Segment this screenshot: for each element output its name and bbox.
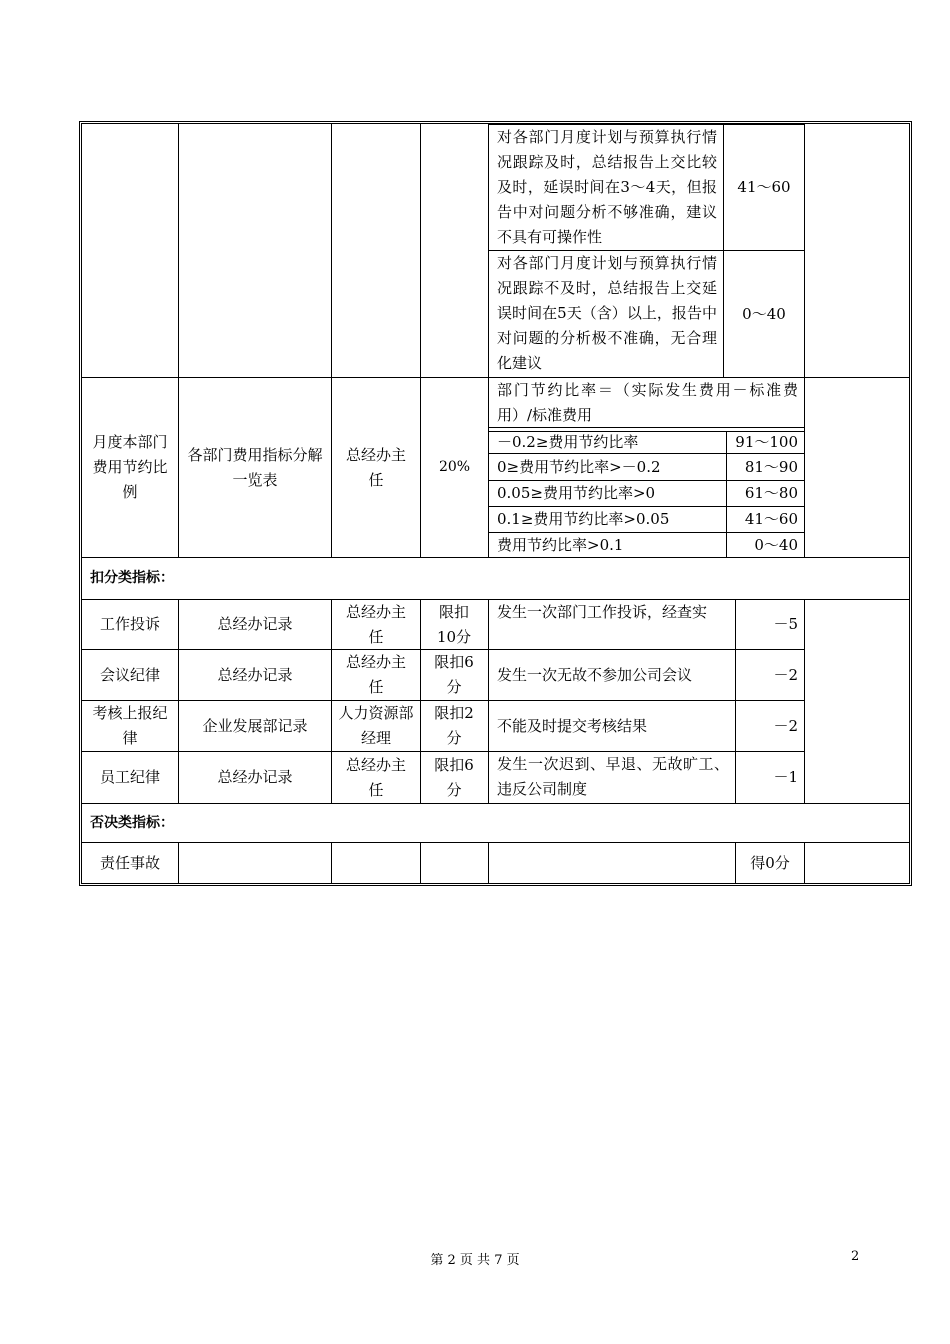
- indicator-assessor: 总经办主任: [345, 445, 406, 489]
- deduction-score: －5: [773, 615, 798, 633]
- deduction-assessor: 总经办主任: [345, 602, 406, 646]
- deduction-desc: 不能及时提交考核结果: [497, 716, 648, 735]
- veto-name: 责任事故: [99, 853, 160, 872]
- deduction-source: 总经办记录: [217, 665, 293, 684]
- deduction-desc: 发生一次迟到、早退、无故旷工、违反公司制度: [497, 755, 729, 798]
- criterion-desc: 费用节约比率>0.1: [497, 535, 624, 554]
- deduction-limit: 限扣6分: [434, 653, 474, 696]
- criterion-desc: －0.2≥费用节约比率: [497, 433, 639, 451]
- criterion-desc: 对各部门月度计划与预算执行情况跟踪不及时，总结报告上交延误时间在5天（含）以上，报告中对问题的分析极不准确，无合理化建议: [497, 254, 717, 372]
- deduction-desc: 发生一次部门工作投诉，经查实: [497, 603, 708, 621]
- criterion-score: 41～60: [744, 510, 798, 528]
- deduction-score: －1: [773, 768, 798, 786]
- deduction-source: 总经办记录: [217, 768, 293, 786]
- page-label: 第 2 页 共 7 页: [430, 1253, 520, 1268]
- deduction-assessor: 总经办主任: [345, 755, 406, 799]
- criterion-desc: 0≥费用节约比率>－0.2: [497, 457, 661, 476]
- assessment-table: [79, 121, 912, 886]
- deduction-score: －2: [773, 665, 798, 684]
- criterion-desc: 对各部门月度计划与预算执行情况跟踪及时，总结报告上交比较及时，延误时间在3～4天，但报告中对问题分析不够准确，建议不具有可操作性: [497, 128, 717, 246]
- deduction-limit: 限扣10分: [436, 602, 472, 646]
- deduction-name: 员工纪律: [99, 768, 160, 786]
- deduction-score: －2: [773, 716, 798, 735]
- deduction-limit: 限扣2分: [434, 704, 474, 747]
- deduction-source: 企业发展部记录: [202, 716, 308, 735]
- criterion-score: 81～90: [744, 457, 798, 476]
- page-number: 2: [851, 1249, 860, 1264]
- criterion-desc: 0.05≥费用节约比率>0: [497, 484, 656, 502]
- deduction-assessor: 总经办主任: [345, 653, 406, 696]
- deduction-name: 考核上报纪律: [92, 704, 168, 747]
- veto-score: 得0分: [750, 853, 790, 872]
- indicator-formula: 部门节约比率＝（实际发生费用－标准费用）/标准费用: [497, 381, 798, 424]
- criterion-score: 0～40: [754, 535, 798, 554]
- deduction-desc: 发生一次无故不参加公司会议: [497, 665, 693, 684]
- criterion-score: 61～80: [744, 484, 798, 502]
- indicator-weight: 20%: [438, 459, 471, 475]
- veto-section-header: 否决类指标：: [90, 814, 174, 831]
- criterion-desc: 0.1≥费用节约比率>0.05: [497, 510, 670, 528]
- criterion-score: 0～40: [742, 304, 786, 323]
- deduction-name: 工作投诉: [99, 615, 160, 633]
- indicator-source: 各部门费用指标分解一览表: [187, 445, 323, 489]
- deduction-section-header: 扣分类指标：: [90, 570, 174, 586]
- criterion-score: 91～100: [735, 433, 798, 451]
- indicator-name: 月度本部门费用节约比例: [92, 433, 168, 501]
- deduction-assessor: 人力资源部经理: [338, 704, 414, 747]
- deduction-source: 总经办记录: [217, 615, 293, 633]
- deduction-name: 会议纪律: [99, 665, 160, 684]
- deduction-limit: 限扣6分: [434, 755, 474, 799]
- criterion-score: 41～60: [737, 178, 791, 196]
